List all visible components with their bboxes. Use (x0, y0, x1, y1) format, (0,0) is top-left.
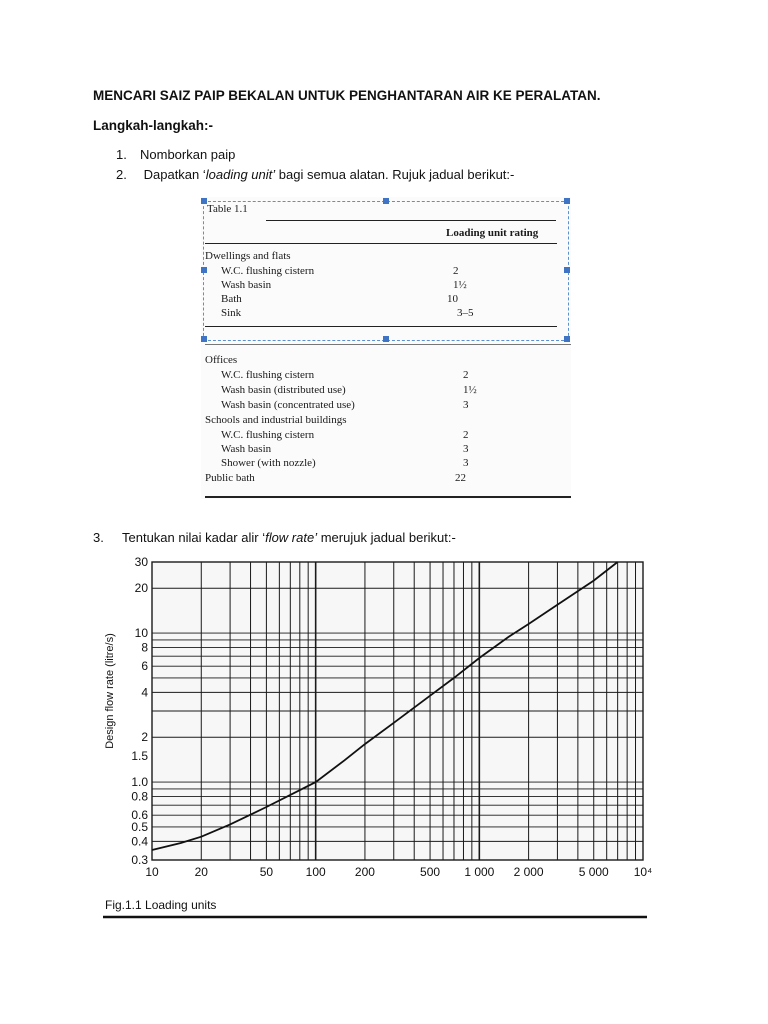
step-2 (116, 167, 514, 182)
x-tick-label: 2 000 (513, 865, 544, 879)
chart-svg (95, 556, 655, 926)
table-caption: Table 1.1 (207, 203, 248, 215)
table-value: 22 (455, 472, 466, 484)
divider (205, 496, 571, 498)
table-item: Shower (with nozzle) (221, 457, 316, 469)
table-value: 2 (463, 429, 469, 441)
y-tick-label: 30 (134, 556, 148, 569)
step-text: merujuk jadual berikut:- (317, 530, 456, 545)
y-axis-label: Design flow rate (litre/s) (104, 633, 116, 749)
table-value: 1½ (463, 384, 477, 396)
x-tick-label: 5 000 (578, 865, 609, 879)
table-value: 3 (463, 457, 469, 469)
y-tick-label: 2 (141, 730, 148, 745)
document-title: MENCARI SAIZ PAIP BEKALAN UNTUK PENGHANTARAN AIR KE PERALATAN. (93, 88, 601, 103)
x-tick-label: 20 (194, 865, 208, 879)
resize-handle[interactable] (383, 336, 389, 342)
table-value: 3 (463, 399, 469, 411)
step-term: loading unit’ (205, 167, 276, 182)
divider (266, 220, 556, 221)
step-text: Tentukan nilai kadar alir ‘ (122, 530, 266, 545)
group-heading: Offices (205, 354, 238, 366)
x-tick-label: 1 000 (464, 865, 495, 879)
figure-caption: Fig.1.1 Loading units (105, 898, 217, 912)
resize-handle[interactable] (564, 198, 570, 204)
step-1 (116, 147, 235, 162)
table-value: 1½ (453, 279, 467, 291)
step-text: Nomborkan paip (140, 147, 236, 162)
table-item: Wash basin (distributed use) (221, 384, 346, 396)
divider (205, 326, 557, 327)
table-value: 2 (453, 265, 459, 277)
table-value: 10 (447, 293, 458, 305)
column-header: Loading unit rating (446, 227, 539, 239)
table-item: Wash basin (concentrated use) (221, 399, 355, 411)
table-value: 3 (463, 443, 469, 455)
step-3 (93, 530, 456, 545)
y-tick-label: 10 (134, 626, 148, 641)
step-number: 2. (116, 167, 127, 182)
table-value: 2 (463, 369, 469, 381)
y-tick-label: 6 (141, 659, 148, 674)
group-heading: Schools and industrial buildings (205, 414, 347, 426)
resize-handle[interactable] (564, 267, 570, 273)
resize-handle[interactable] (201, 336, 207, 342)
resize-handle[interactable] (564, 336, 570, 342)
y-tick-label: 0.6 (131, 808, 148, 823)
x-tick-label: 500 (420, 865, 441, 879)
step-number: 3. (93, 530, 104, 545)
steps-heading: Langkah-langkah:- (93, 118, 214, 133)
y-tick-label: 1.0 (131, 775, 148, 790)
x-tick-label: 10 (145, 865, 159, 879)
table-item: W.C. flushing cistern (221, 429, 315, 441)
divider (205, 344, 571, 345)
y-tick-label: 4 (141, 685, 148, 700)
group-heading: Dwellings and flats (205, 250, 291, 262)
table-value: 3–5 (457, 307, 474, 319)
y-tick-label: 0.3 (131, 853, 148, 867)
y-tick-label: 1.5 (131, 748, 148, 763)
y-tick-label: 0.4 (131, 834, 148, 849)
table-item: Sink (221, 307, 242, 319)
step-text: Dapatkan ‘ (140, 167, 206, 182)
table-item: W.C. flushing cistern (221, 369, 315, 381)
flow-rate-chart (95, 556, 655, 926)
resize-handle[interactable] (383, 198, 389, 204)
table-item: Wash basin (221, 443, 272, 455)
step-text: bagi semua alatan. Rujuk jadual berikut:- (275, 167, 515, 182)
x-tick-label: 200 (354, 865, 375, 879)
x-tick-label: 100 (305, 865, 326, 879)
x-tick-label: 50 (259, 865, 274, 879)
resize-handle[interactable] (201, 267, 207, 273)
y-tick-label: 0.5 (131, 819, 148, 834)
step-number: 1. (116, 147, 127, 162)
group-heading: Public bath (205, 472, 255, 484)
table-item: Bath (221, 293, 242, 305)
x-tick-label: 10⁴ (633, 865, 653, 879)
y-tick-label: 0.8 (131, 789, 148, 804)
y-tick-label: 20 (134, 581, 148, 596)
table-item: Wash basin (221, 279, 272, 291)
step-term: flow rate’ (265, 530, 318, 545)
loading-unit-table (201, 197, 571, 499)
divider (205, 243, 557, 244)
table-item: W.C. flushing cistern (221, 265, 315, 277)
y-tick-label: 8 (141, 640, 148, 655)
